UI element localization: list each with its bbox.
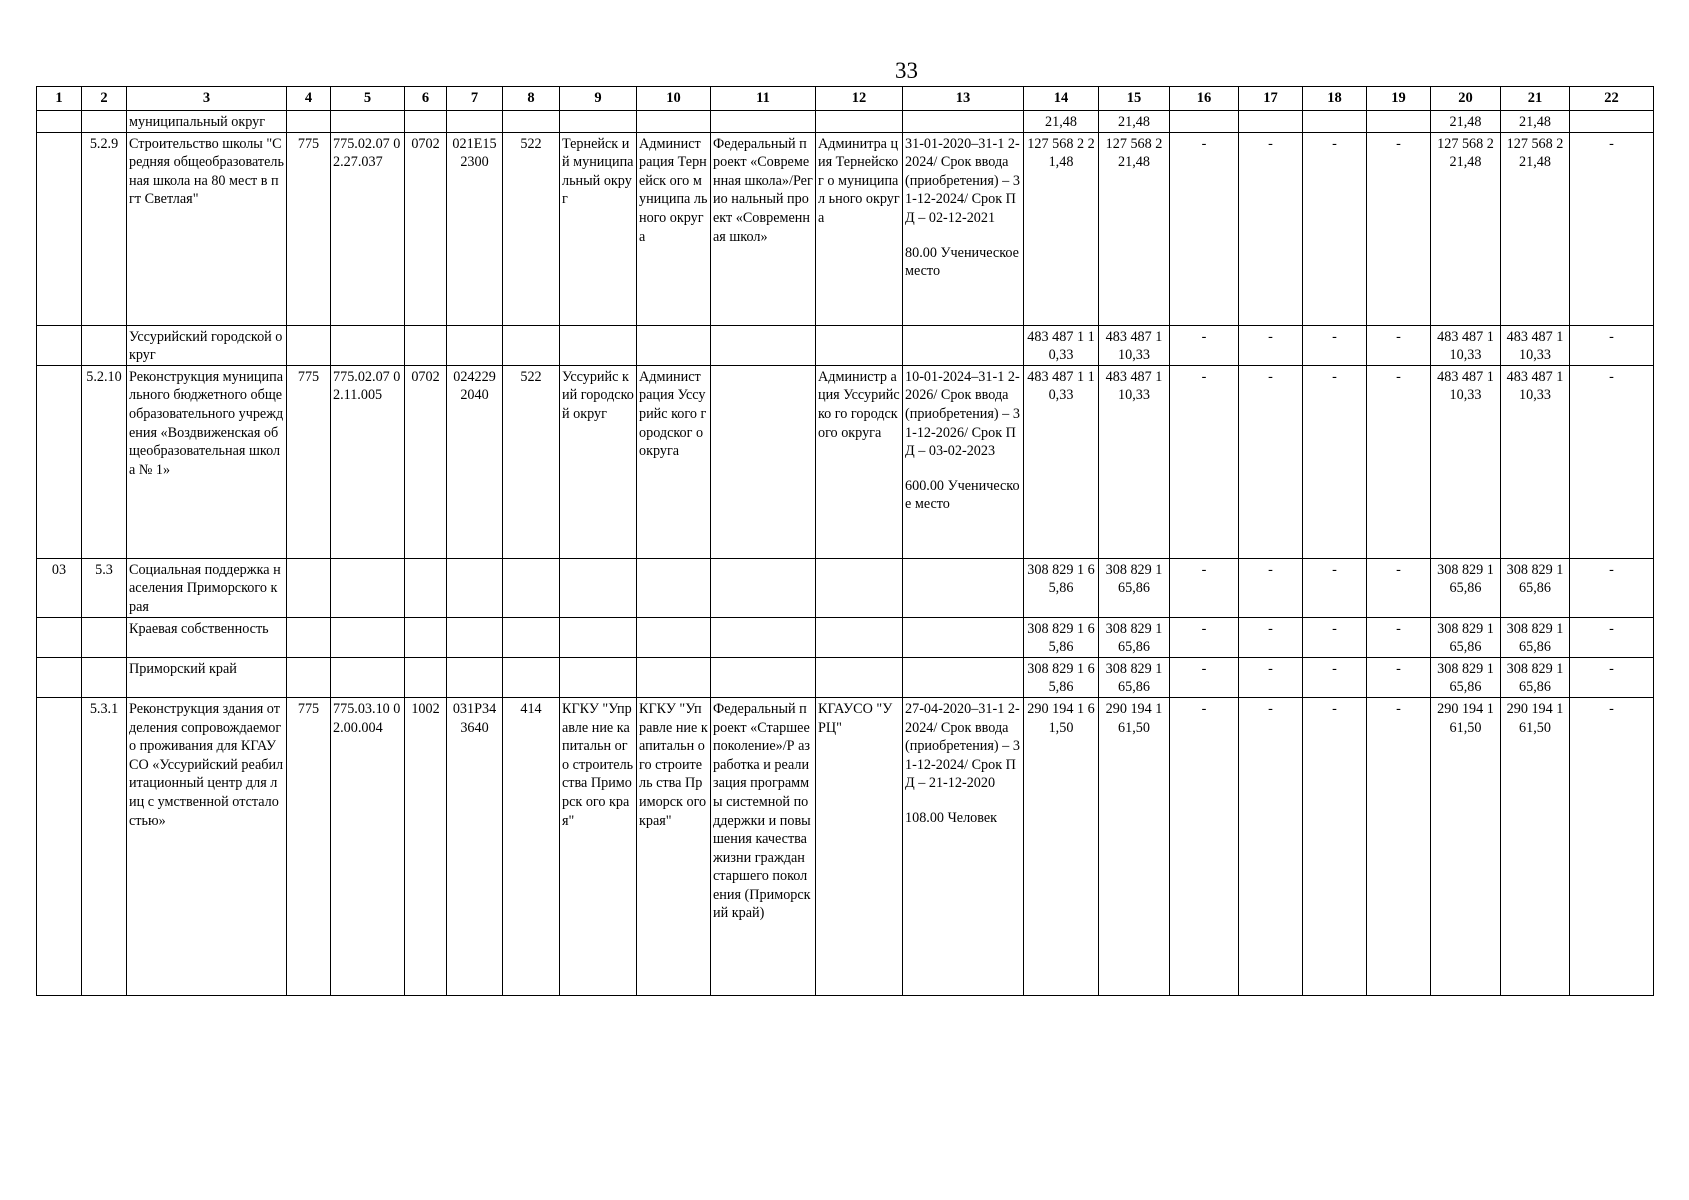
cell-col-8: [503, 657, 560, 697]
cell-col-21: 127 568 2 21,48: [1501, 132, 1570, 325]
table-row: [37, 132, 1654, 325]
cell-col-14: 483 487 1 10,33: [1024, 325, 1099, 365]
cell-col-5: 775.03.10 02.00.004: [331, 697, 405, 995]
cell-col-13: [903, 325, 1024, 365]
header-cell-13: 13: [903, 87, 1024, 111]
header-cell-19: 19: [1367, 87, 1431, 111]
cell-col-14: 21,48: [1024, 110, 1099, 132]
cell-col-16: [1170, 110, 1239, 132]
cell-col-11: [711, 325, 816, 365]
cell-col-15: 308 829 1 65,86: [1099, 558, 1170, 617]
cell-col-12: [816, 657, 903, 697]
cell-col-22: -: [1570, 657, 1654, 697]
cell-col-17: [1239, 110, 1303, 132]
cell-col-16: -: [1170, 617, 1239, 657]
cell-col-9: [560, 110, 637, 132]
cell-col-7: 031Р34 3640: [447, 697, 503, 995]
cell-col-15: 127 568 2 21,48: [1099, 132, 1170, 325]
cell-col-12: [816, 558, 903, 617]
paragraph-gap: [905, 228, 1021, 244]
cell-col-3: Приморский край: [127, 657, 287, 697]
cell-col-4: [287, 110, 331, 132]
table-row: [37, 365, 1654, 558]
cell-col-5: [331, 110, 405, 132]
cell-col-5: 775.02.07 02.11.005: [331, 365, 405, 558]
cell-col-9: Тернейск ий муниципа льный округ: [560, 132, 637, 325]
cell-col-13: [903, 558, 1024, 617]
cell-col-6: 1002: [405, 697, 447, 995]
cell-col-19: -: [1367, 558, 1431, 617]
cell-col-20: 308 829 1 65,86: [1431, 657, 1501, 697]
cell-col-6: [405, 617, 447, 657]
cell-col-21: 308 829 1 65,86: [1501, 657, 1570, 697]
cell-col-18: -: [1303, 132, 1367, 325]
cell-col-18: -: [1303, 558, 1367, 617]
cell-col-10: Админист рация Тернейск ого муниципа льного округа: [637, 132, 711, 325]
cell-col-11: Федеральный проект «Современная школа»/Регио нальный проект «Современная школ»: [711, 132, 816, 325]
header-cell-10: 10: [637, 87, 711, 111]
cell-col-5: 775.02.07 02.27.037: [331, 132, 405, 325]
cell-col-16: -: [1170, 657, 1239, 697]
cell-col-22: [1570, 110, 1654, 132]
cell-col-18: -: [1303, 617, 1367, 657]
cell-col-7: 021E15 2300: [447, 132, 503, 325]
capacity-text: 80.00 Ученическое место: [905, 244, 1019, 280]
cell-col-19: -: [1367, 365, 1431, 558]
cell-col-6: [405, 325, 447, 365]
cell-col-20: 290 194 1 61,50: [1431, 697, 1501, 995]
cell-col-20: 308 829 1 65,86: [1431, 558, 1501, 617]
cell-col-11: [711, 657, 816, 697]
page-number: 33: [895, 58, 918, 83]
cell-col-1: [37, 697, 82, 995]
header-cell-21: 21: [1501, 87, 1570, 111]
cell-col-10: [637, 657, 711, 697]
cell-col-16: -: [1170, 325, 1239, 365]
cell-col-3: Реконструкция муниципального бюджетного общеобразовательного учреждения «Воздвиженская общеобразовательная школа № 1»: [127, 365, 287, 558]
cell-col-1: [37, 132, 82, 325]
cell-col-21: 290 194 1 61,50: [1501, 697, 1570, 995]
header-cell-15: 15: [1099, 87, 1170, 111]
cell-col-4: 775: [287, 697, 331, 995]
cell-col-15: 483 487 1 10,33: [1099, 325, 1170, 365]
cell-col-2: [82, 110, 127, 132]
header-row: [37, 87, 1654, 111]
cell-col-8: [503, 325, 560, 365]
cell-col-22: -: [1570, 697, 1654, 995]
cell-col-9: [560, 325, 637, 365]
cell-col-18: -: [1303, 325, 1367, 365]
paragraph-gap: [905, 793, 1021, 809]
cell-col-1: [37, 365, 82, 558]
header-cell-14: 14: [1024, 87, 1099, 111]
capacity-text: 108.00 Человек: [905, 809, 998, 826]
cell-col-22: -: [1570, 365, 1654, 558]
header-cell-8: 8: [503, 87, 560, 111]
cell-col-12: Администр ация Уссурийско го городского округа: [816, 365, 903, 558]
cell-col-7: [447, 558, 503, 617]
cell-col-11: [711, 110, 816, 132]
cell-col-3: Реконструкция здания отделения сопровождаемого проживания для КГАУСО «Уссурийский реабилитационный центр для лиц с умственной отсталостью»: [127, 697, 287, 995]
header-cell-1: 1: [37, 87, 82, 111]
cell-col-5: [331, 325, 405, 365]
cell-col-19: -: [1367, 617, 1431, 657]
investment-table: [36, 86, 1654, 996]
cell-col-9: [560, 558, 637, 617]
cell-col-22: -: [1570, 617, 1654, 657]
cell-col-17: -: [1239, 657, 1303, 697]
capacity-text: 600.00 Ученическое место: [905, 477, 1020, 513]
cell-col-14: 483 487 1 10,33: [1024, 365, 1099, 558]
table-row: [37, 657, 1654, 697]
cell-col-22: -: [1570, 325, 1654, 365]
table-row: [37, 110, 1654, 132]
cell-col-20: 308 829 1 65,86: [1431, 617, 1501, 657]
header-cell-9: 9: [560, 87, 637, 111]
cell-col-2: [82, 617, 127, 657]
cell-col-14: 290 194 1 61,50: [1024, 697, 1099, 995]
header-cell-17: 17: [1239, 87, 1303, 111]
cell-col-5: [331, 558, 405, 617]
cell-col-15: 21,48: [1099, 110, 1170, 132]
cell-col-5: [331, 657, 405, 697]
header-cell-22: 22: [1570, 87, 1654, 111]
cell-col-18: -: [1303, 657, 1367, 697]
cell-col-11: [711, 365, 816, 558]
cell-col-4: [287, 325, 331, 365]
cell-col-9: [560, 617, 637, 657]
header-cell-18: 18: [1303, 87, 1367, 111]
cell-col-1: 03: [37, 558, 82, 617]
cell-col-1: [37, 110, 82, 132]
schedule-text: 10-01-2024–31-1 2-2026/ Срок ввода (приобретения) – 31-12-2026/ Срок ПД – 03-02-2023: [905, 368, 1020, 460]
cell-col-13: [903, 657, 1024, 697]
cell-col-9: Уссурийс кий городской округ: [560, 365, 637, 558]
cell-col-3: Краевая собственность: [127, 617, 287, 657]
cell-col-10: [637, 617, 711, 657]
schedule-text: 31-01-2020–31-1 2-2024/ Срок ввода (приобретения) – 31-12-2024/ Срок ПД – 02-12-2021: [905, 135, 1020, 226]
cell-col-22: -: [1570, 132, 1654, 325]
cell-col-3: Строительство школы "Средняя общеобразовательная школа на 80 мест в пгт Светлая": [127, 132, 287, 325]
cell-col-16: -: [1170, 697, 1239, 995]
cell-col-4: [287, 657, 331, 697]
cell-col-18: -: [1303, 697, 1367, 995]
cell-col-8: [503, 558, 560, 617]
cell-col-16: -: [1170, 558, 1239, 617]
cell-col-19: [1367, 110, 1431, 132]
cell-col-14: 308 829 1 65,86: [1024, 558, 1099, 617]
cell-col-12: [816, 110, 903, 132]
cell-col-8: 414: [503, 697, 560, 995]
cell-col-6: 0702: [405, 365, 447, 558]
cell-col-2: 5.2.10: [82, 365, 127, 558]
cell-col-15: 308 829 1 65,86: [1099, 617, 1170, 657]
cell-col-2: 5.3.1: [82, 697, 127, 995]
cell-col-3: Уссурийский городской округ: [127, 325, 287, 365]
cell-col-5: [331, 617, 405, 657]
cell-col-17: -: [1239, 558, 1303, 617]
cell-col-12: КГАУСО "УРЦ": [816, 697, 903, 995]
header-cell-2: 2: [82, 87, 127, 111]
cell-col-2: 5.2.9: [82, 132, 127, 325]
cell-col-11: [711, 617, 816, 657]
cell-col-2: [82, 657, 127, 697]
cell-col-20: 127 568 2 21,48: [1431, 132, 1501, 325]
cell-col-14: 308 829 1 65,86: [1024, 617, 1099, 657]
cell-col-10: [637, 558, 711, 617]
cell-col-16: -: [1170, 132, 1239, 325]
table-row: [37, 697, 1654, 995]
cell-col-14: 127 568 2 21,48: [1024, 132, 1099, 325]
cell-col-21: 21,48: [1501, 110, 1570, 132]
cell-col-10: КГКУ "Управле ние капитальн ого строитель ства Приморск ого края": [637, 697, 711, 995]
cell-col-6: [405, 110, 447, 132]
cell-col-8: 522: [503, 132, 560, 325]
cell-col-16: -: [1170, 365, 1239, 558]
cell-col-14: 308 829 1 65,86: [1024, 657, 1099, 697]
header-cell-12: 12: [816, 87, 903, 111]
cell-col-15: 483 487 1 10,33: [1099, 365, 1170, 558]
cell-col-15: 308 829 1 65,86: [1099, 657, 1170, 697]
cell-col-7: [447, 110, 503, 132]
header-cell-5: 5: [331, 87, 405, 111]
cell-col-20: 483 487 1 10,33: [1431, 365, 1501, 558]
cell-col-12: Админитра ция Тернейског о муниципал ьного округа: [816, 132, 903, 325]
cell-col-8: 522: [503, 365, 560, 558]
cell-col-4: 775: [287, 365, 331, 558]
cell-col-21: 308 829 1 65,86: [1501, 558, 1570, 617]
table-row: [37, 617, 1654, 657]
cell-col-7: [447, 657, 503, 697]
cell-col-21: 483 487 1 10,33: [1501, 325, 1570, 365]
cell-col-17: -: [1239, 697, 1303, 995]
cell-col-8: [503, 110, 560, 132]
cell-col-19: -: [1367, 325, 1431, 365]
cell-col-17: -: [1239, 132, 1303, 325]
cell-col-4: [287, 617, 331, 657]
cell-col-11: Федеральный проект «Старшее поколение»/Р азработка и реализация программы системной поддержки и повышения качества жизни граждан старшего поколения (Приморский край): [711, 697, 816, 995]
table-row: [37, 558, 1654, 617]
cell-col-6: [405, 657, 447, 697]
cell-col-7: [447, 325, 503, 365]
cell-col-3: Социальная поддержка населения Приморского края: [127, 558, 287, 617]
cell-col-18: -: [1303, 365, 1367, 558]
cell-col-15: 290 194 1 61,50: [1099, 697, 1170, 995]
cell-col-17: -: [1239, 325, 1303, 365]
cell-col-21: 308 829 1 65,86: [1501, 617, 1570, 657]
header-cell-3: 3: [127, 87, 287, 111]
cell-col-13: [903, 617, 1024, 657]
cell-col-13: [903, 697, 1024, 995]
cell-col-19: -: [1367, 697, 1431, 995]
cell-col-7: 024229 2040: [447, 365, 503, 558]
header-cell-4: 4: [287, 87, 331, 111]
cell-col-6: [405, 558, 447, 617]
cell-col-19: -: [1367, 132, 1431, 325]
cell-col-20: 21,48: [1431, 110, 1501, 132]
cell-col-18: [1303, 110, 1367, 132]
header-cell-7: 7: [447, 87, 503, 111]
cell-col-13: [903, 110, 1024, 132]
cell-col-4: [287, 558, 331, 617]
paragraph-gap: [905, 461, 1021, 477]
cell-col-9: [560, 657, 637, 697]
cell-col-10: [637, 110, 711, 132]
cell-col-9: КГКУ "Управле ние капитальн ого строитель ства Приморск ого края": [560, 697, 637, 995]
cell-col-2: 5.3: [82, 558, 127, 617]
cell-col-4: 775: [287, 132, 331, 325]
cell-col-2: [82, 325, 127, 365]
header-cell-11: 11: [711, 87, 816, 111]
header-cell-20: 20: [1431, 87, 1501, 111]
cell-col-13: [903, 132, 1024, 325]
cell-col-7: [447, 617, 503, 657]
cell-col-21: 483 487 1 10,33: [1501, 365, 1570, 558]
cell-col-1: [37, 325, 82, 365]
schedule-text: 27-04-2020–31-1 2-2024/ Срок ввода (приобретения) – 31-12-2024/ Срок ПД – 21-12-2020: [905, 700, 1020, 792]
header-cell-6: 6: [405, 87, 447, 111]
cell-col-6: 0702: [405, 132, 447, 325]
cell-col-22: -: [1570, 558, 1654, 617]
cell-col-1: [37, 657, 82, 697]
cell-col-12: [816, 617, 903, 657]
cell-col-19: -: [1367, 657, 1431, 697]
cell-col-1: [37, 617, 82, 657]
cell-col-13: [903, 365, 1024, 558]
cell-col-17: -: [1239, 617, 1303, 657]
cell-col-17: -: [1239, 365, 1303, 558]
cell-col-20: 483 487 1 10,33: [1431, 325, 1501, 365]
cell-col-12: [816, 325, 903, 365]
header-cell-16: 16: [1170, 87, 1239, 111]
cell-col-10: [637, 325, 711, 365]
cell-col-11: [711, 558, 816, 617]
cell-col-3: муниципальный округ: [127, 110, 287, 132]
table-row: [37, 325, 1654, 365]
cell-col-10: Админист рация Уссурийс кого городског о округа: [637, 365, 711, 558]
cell-col-8: [503, 617, 560, 657]
